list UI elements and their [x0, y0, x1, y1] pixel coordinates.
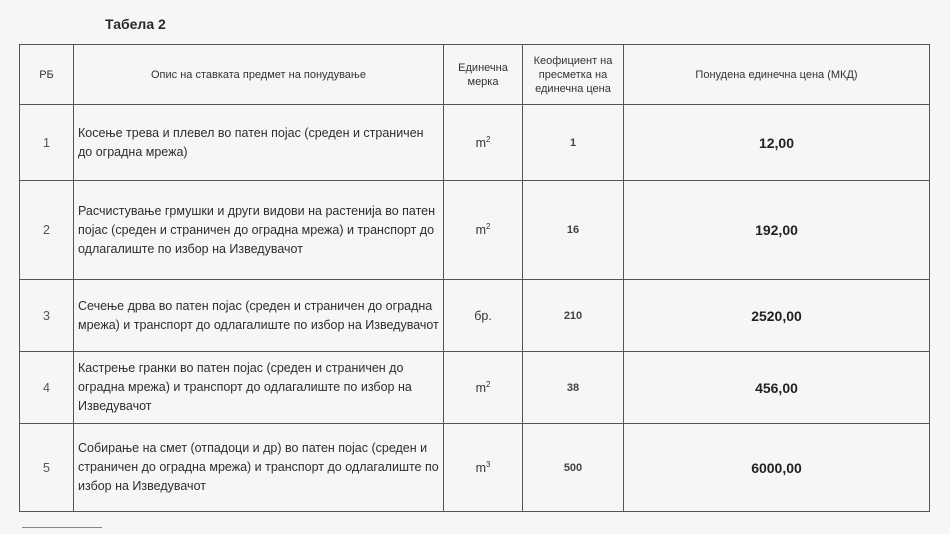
row-description: Косење трева и плевел во патен појас (среден и страничен до оградна мрежа) — [74, 105, 444, 181]
unit-base: m — [475, 461, 486, 476]
row-unit — [444, 424, 523, 512]
table-row — [20, 105, 930, 181]
row-coefficient: 16 — [523, 181, 624, 280]
row-description: Собирање на смет (отпадоци и др) во патен појас (среден и страничен до оградна мрежа) и транспорт до одлагалиште по избор на Изведувачот — [74, 424, 444, 512]
row-description: Кастрење гранки во патен појас (среден и страничен до оградна мрежа) и транспорт до одлагалиште по избор на Изведувачот — [74, 352, 444, 424]
row-num: 3 — [20, 280, 74, 352]
header-price: Понудена единечна цена (МКД) — [624, 45, 930, 105]
unit-exponent: 2 — [485, 222, 491, 232]
table-row — [20, 280, 930, 352]
row-description: Расчистување грмушки и други видови на растенија во патен појас (среден и страничен до оградна мрежа) и транспорт до одлагалиште по избор на Изведувачот — [74, 181, 444, 280]
row-num: 1 — [20, 105, 74, 181]
header-unit: Единечна мерка — [444, 45, 523, 105]
header-description: Опис на ставката предмет на понудување — [74, 45, 444, 105]
unit-base: m — [475, 136, 486, 151]
row-coefficient: 38 — [523, 352, 624, 424]
row-coefficient: 210 — [523, 280, 624, 352]
row-num: 2 — [20, 181, 74, 280]
row-price: 6000,00 — [624, 424, 930, 512]
unit-exponent: 3 — [485, 459, 491, 469]
row-num: 5 — [20, 424, 74, 512]
row-price: 456,00 — [624, 352, 930, 424]
header-num: РБ — [20, 45, 74, 105]
unit-base: m — [475, 381, 486, 396]
table-row — [20, 181, 930, 280]
row-unit — [444, 352, 523, 424]
unit-base: m — [475, 223, 486, 238]
table-row — [20, 424, 930, 512]
header-coefficient: Кеофициент на пресметка на единечна цена — [523, 45, 624, 105]
table-caption: Табела 2 — [105, 16, 166, 32]
row-price: 12,00 — [624, 105, 930, 181]
row-price: 2520,00 — [624, 280, 930, 352]
table-header-row — [20, 45, 930, 105]
unit-exponent: 2 — [485, 379, 491, 389]
unit-base: бр. — [474, 309, 492, 324]
unit-exponent: 2 — [485, 134, 491, 144]
row-coefficient: 1 — [523, 105, 624, 181]
row-price: 192,00 — [624, 181, 930, 280]
row-unit — [444, 280, 523, 352]
row-unit — [444, 105, 523, 181]
price-table — [19, 44, 930, 512]
row-description: Сечење дрва во патен појас (среден и страничен до оградна мрежа) и транспорт до одлагалиште по избор на Изведувачот — [74, 280, 444, 352]
row-coefficient: 500 — [523, 424, 624, 512]
table-row — [20, 352, 930, 424]
row-num: 4 — [20, 352, 74, 424]
row-unit — [444, 181, 523, 280]
